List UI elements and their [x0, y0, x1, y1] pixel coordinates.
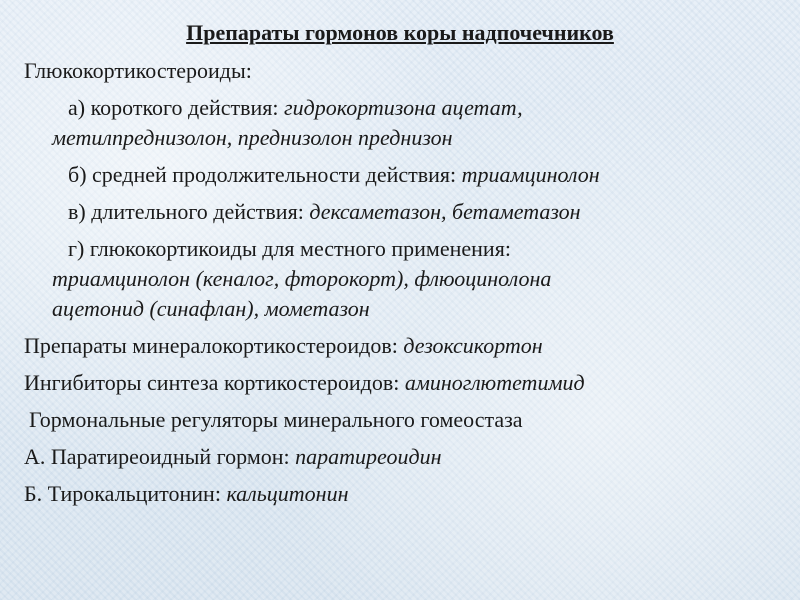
mineral-regulators-heading: Гормональные регуляторы минерального гомеостаза [29, 407, 523, 432]
mineralocorticoids-line [24, 331, 790, 361]
glucocorticoids-long-acting [24, 197, 790, 227]
short-acting-drugs-line1: гидрокортизона ацетат, [284, 95, 523, 120]
thyrocalcitonin-drugs: кальцитонин [226, 481, 349, 506]
parathyroid-line [24, 442, 790, 472]
glucocorticoids-medium-acting [24, 160, 790, 190]
mineralocorticoids-drugs: дезоксикортон [403, 333, 543, 358]
inhibitors-drugs: аминоглютетимид [404, 370, 585, 395]
long-acting-label: в) длительного действия: [68, 199, 310, 224]
slide-title: Препараты гормонов коры надпочечников [186, 20, 614, 45]
inhibitors-line [24, 368, 790, 398]
topical-label: г) глюкокортикоиды для местного применения: [68, 236, 511, 261]
glucocorticoids-heading: Глюкокортикостероиды: [24, 58, 252, 83]
glucocorticoids-short-acting [24, 93, 790, 153]
parathyroid-label: А. Паратиреоидный гормон: [24, 444, 296, 469]
thyrocalcitonin-line [24, 479, 790, 509]
medium-acting-drugs: триамцинолон [461, 162, 600, 187]
short-acting-drugs-line2: метилпреднизолон, преднизолон преднизон [52, 125, 453, 150]
medium-acting-label: б) средней продолжительности действия: [68, 162, 462, 187]
topical-drugs-line2: ацетонид (синафлан), мометазон [52, 296, 370, 321]
thyrocalcitonin-label: Б. Тирокальцитонин: [24, 481, 227, 506]
inhibitors-label: Ингибиторы синтеза кортикостероидов: [24, 370, 405, 395]
glucocorticoids-topical [24, 234, 790, 324]
slide-content [24, 56, 790, 509]
long-acting-drugs: дексаметазон, бетаметазон [309, 199, 581, 224]
parathyroid-drugs: паратиреоидин [295, 444, 442, 469]
short-acting-label: а) короткого действия: [68, 95, 285, 120]
topical-drugs-line1: триамцинолон (кеналог, фторокорт), флюоцинолона [52, 266, 552, 291]
mineralocorticoids-label: Препараты минералокортикостероидов: [24, 333, 404, 358]
